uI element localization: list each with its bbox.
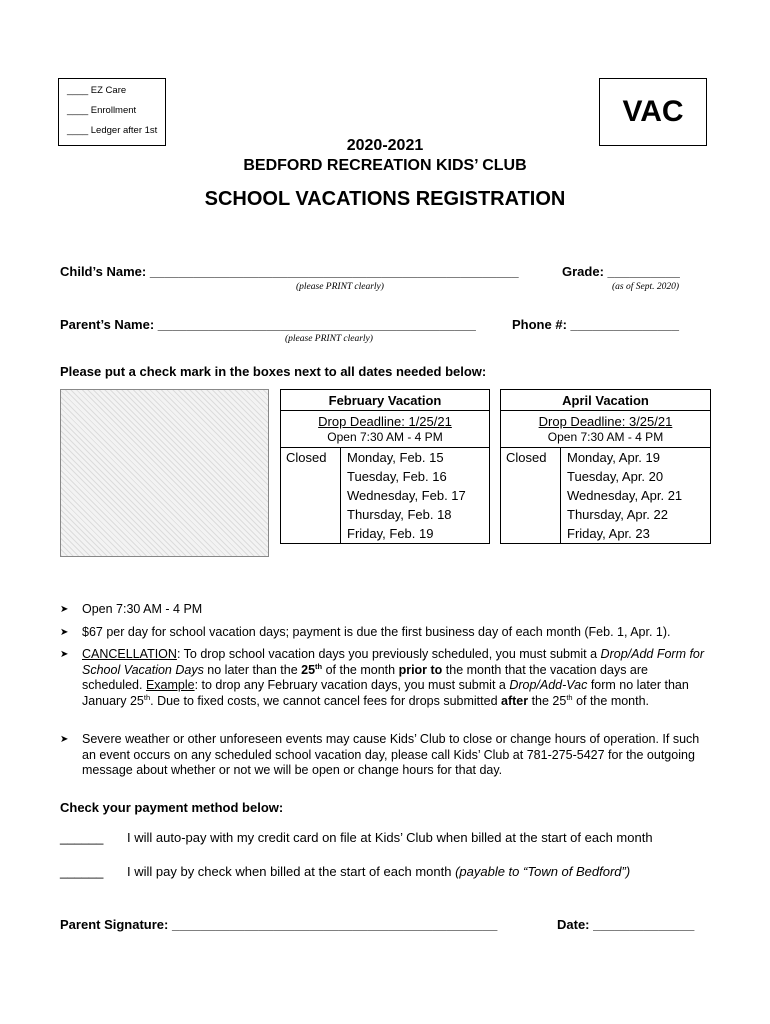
april-hours: Open 7:30 AM - 4 PM: [501, 429, 711, 448]
february-title: February Vacation: [281, 390, 490, 411]
child-name-field[interactable]: ___________________________________________________: [149, 264, 519, 279]
arrow-bullet-icon: ➤: [60, 604, 69, 615]
april-day: Thursday, Apr. 22: [567, 507, 668, 522]
date-row: [557, 917, 694, 932]
february-day: Monday, Feb. 15: [347, 450, 444, 465]
signature-row: [60, 917, 497, 932]
phone-label: Phone #:: [512, 317, 567, 332]
parent-name-note: (please PRINT clearly): [285, 334, 373, 344]
february-day: Wednesday, Feb. 17: [347, 488, 466, 503]
photo-placeholder: [60, 389, 269, 557]
arrow-bullet-icon: ➤: [60, 627, 69, 638]
signature-field[interactable]: _____________________________________________: [171, 917, 498, 932]
org-name: BEDFORD RECREATION KIDS’ CLUB: [243, 157, 527, 174]
child-name-note: (please PRINT clearly): [296, 282, 384, 292]
arrow-bullet-icon: ➤: [60, 734, 69, 745]
april-day: Monday, Apr. 19: [567, 450, 660, 465]
child-name-label: Child’s Name:: [60, 264, 147, 279]
check-blank[interactable]: ______: [60, 864, 104, 879]
school-year: 2020-2021: [346, 137, 424, 154]
bullet-cancellation: ➤ CANCELLATION: To drop school vacation days you previously scheduled, you must submit a Drop/Add Form for School Vacation Days no later than the 25th of the month prior to the month that the vacation days are scheduled. Example: to drop any February vacation days, you must submit a Drop/Add-Vac form no later than January 25th. Due to fixed costs, we cannot cancel fees for drops submitted after the 25th of the month.: [60, 647, 705, 708]
april-days: [561, 448, 711, 544]
check-payee-note: (payable to “Town of Bedford”): [455, 864, 631, 879]
ledger-check: ____ Ledger after 1st: [67, 125, 158, 136]
february-hours: Open 7:30 AM - 4 PM: [281, 429, 490, 448]
enrollment-check: ____ Enrollment: [67, 105, 137, 116]
autopay-blank[interactable]: ______: [60, 830, 104, 845]
dates-instruction: Please put a check mark in the boxes next to all dates needed below:: [60, 364, 487, 379]
phone-field[interactable]: _______________: [570, 317, 679, 332]
grade-label: Grade:: [562, 264, 604, 279]
february-closed-label: Closed: [286, 450, 327, 465]
parent-name-row: [60, 317, 476, 332]
page-title: SCHOOL VACATIONS REGISTRATION: [204, 188, 566, 210]
bullet-price: ➤ $67 per day for school vacation days; payment is due the first business day of each month (Feb. 1, Apr. 1).: [60, 625, 671, 639]
april-checkbox-column[interactable]: [501, 448, 561, 544]
grade-row: [562, 264, 680, 279]
april-day: Tuesday, Apr. 20: [567, 469, 664, 484]
april-deadline: Drop Deadline: 3/25/21: [501, 411, 711, 430]
date-field[interactable]: ______________: [593, 917, 695, 932]
february-days: [341, 448, 490, 544]
parent-name-field[interactable]: ____________________________________________: [157, 317, 476, 332]
phone-row: [512, 317, 679, 332]
april-title: April Vacation: [501, 390, 711, 411]
february-day: Friday, Feb. 19: [347, 526, 434, 541]
february-day: Thursday, Feb. 18: [347, 507, 452, 522]
april-vacation-table: [500, 389, 711, 544]
february-vacation-table: [280, 389, 490, 544]
bullet-hours: ➤ Open 7:30 AM - 4 PM: [60, 602, 203, 616]
parent-name-label: Parent’s Name:: [60, 317, 155, 332]
arrow-bullet-icon: ➤: [60, 649, 69, 660]
bullet-weather: ➤ Severe weather or other unforeseen events may cause Kids’ Club to close or change hours of operation. If such an event occurs on any scheduled school vacation day, please call Kids’ Club at 781-275-5427 for the outgoing message about whether or not we will be open or change hours for that day.: [60, 732, 700, 777]
grade-note: (as of Sept. 2020): [612, 282, 680, 292]
payment-heading: Check your payment method below:: [60, 800, 284, 815]
february-deadline: Drop Deadline: 1/25/21: [281, 411, 490, 430]
signature-label: Parent Signature:: [60, 917, 169, 932]
february-checkbox-column[interactable]: [281, 448, 341, 544]
grade-field[interactable]: __________: [607, 264, 680, 279]
vac-code-box: VAC: [599, 78, 707, 146]
april-day: Wednesday, Apr. 21: [567, 488, 683, 503]
april-closed-label: Closed: [506, 450, 547, 465]
february-day: Tuesday, Feb. 16: [347, 469, 447, 484]
office-use-box: [58, 78, 166, 146]
child-name-row: [60, 264, 519, 279]
april-day: Friday, Apr. 23: [567, 526, 650, 541]
date-label: Date:: [557, 917, 590, 932]
autopay-option: I will auto-pay with my credit card on file at Kids’ Club when billed at the start of each month: [127, 830, 653, 845]
check-option: I will pay by check when billed at the start of each month (payable to “Town of Bedford”): [127, 864, 631, 879]
ez-care-check: ____ EZ Care: [67, 85, 127, 96]
